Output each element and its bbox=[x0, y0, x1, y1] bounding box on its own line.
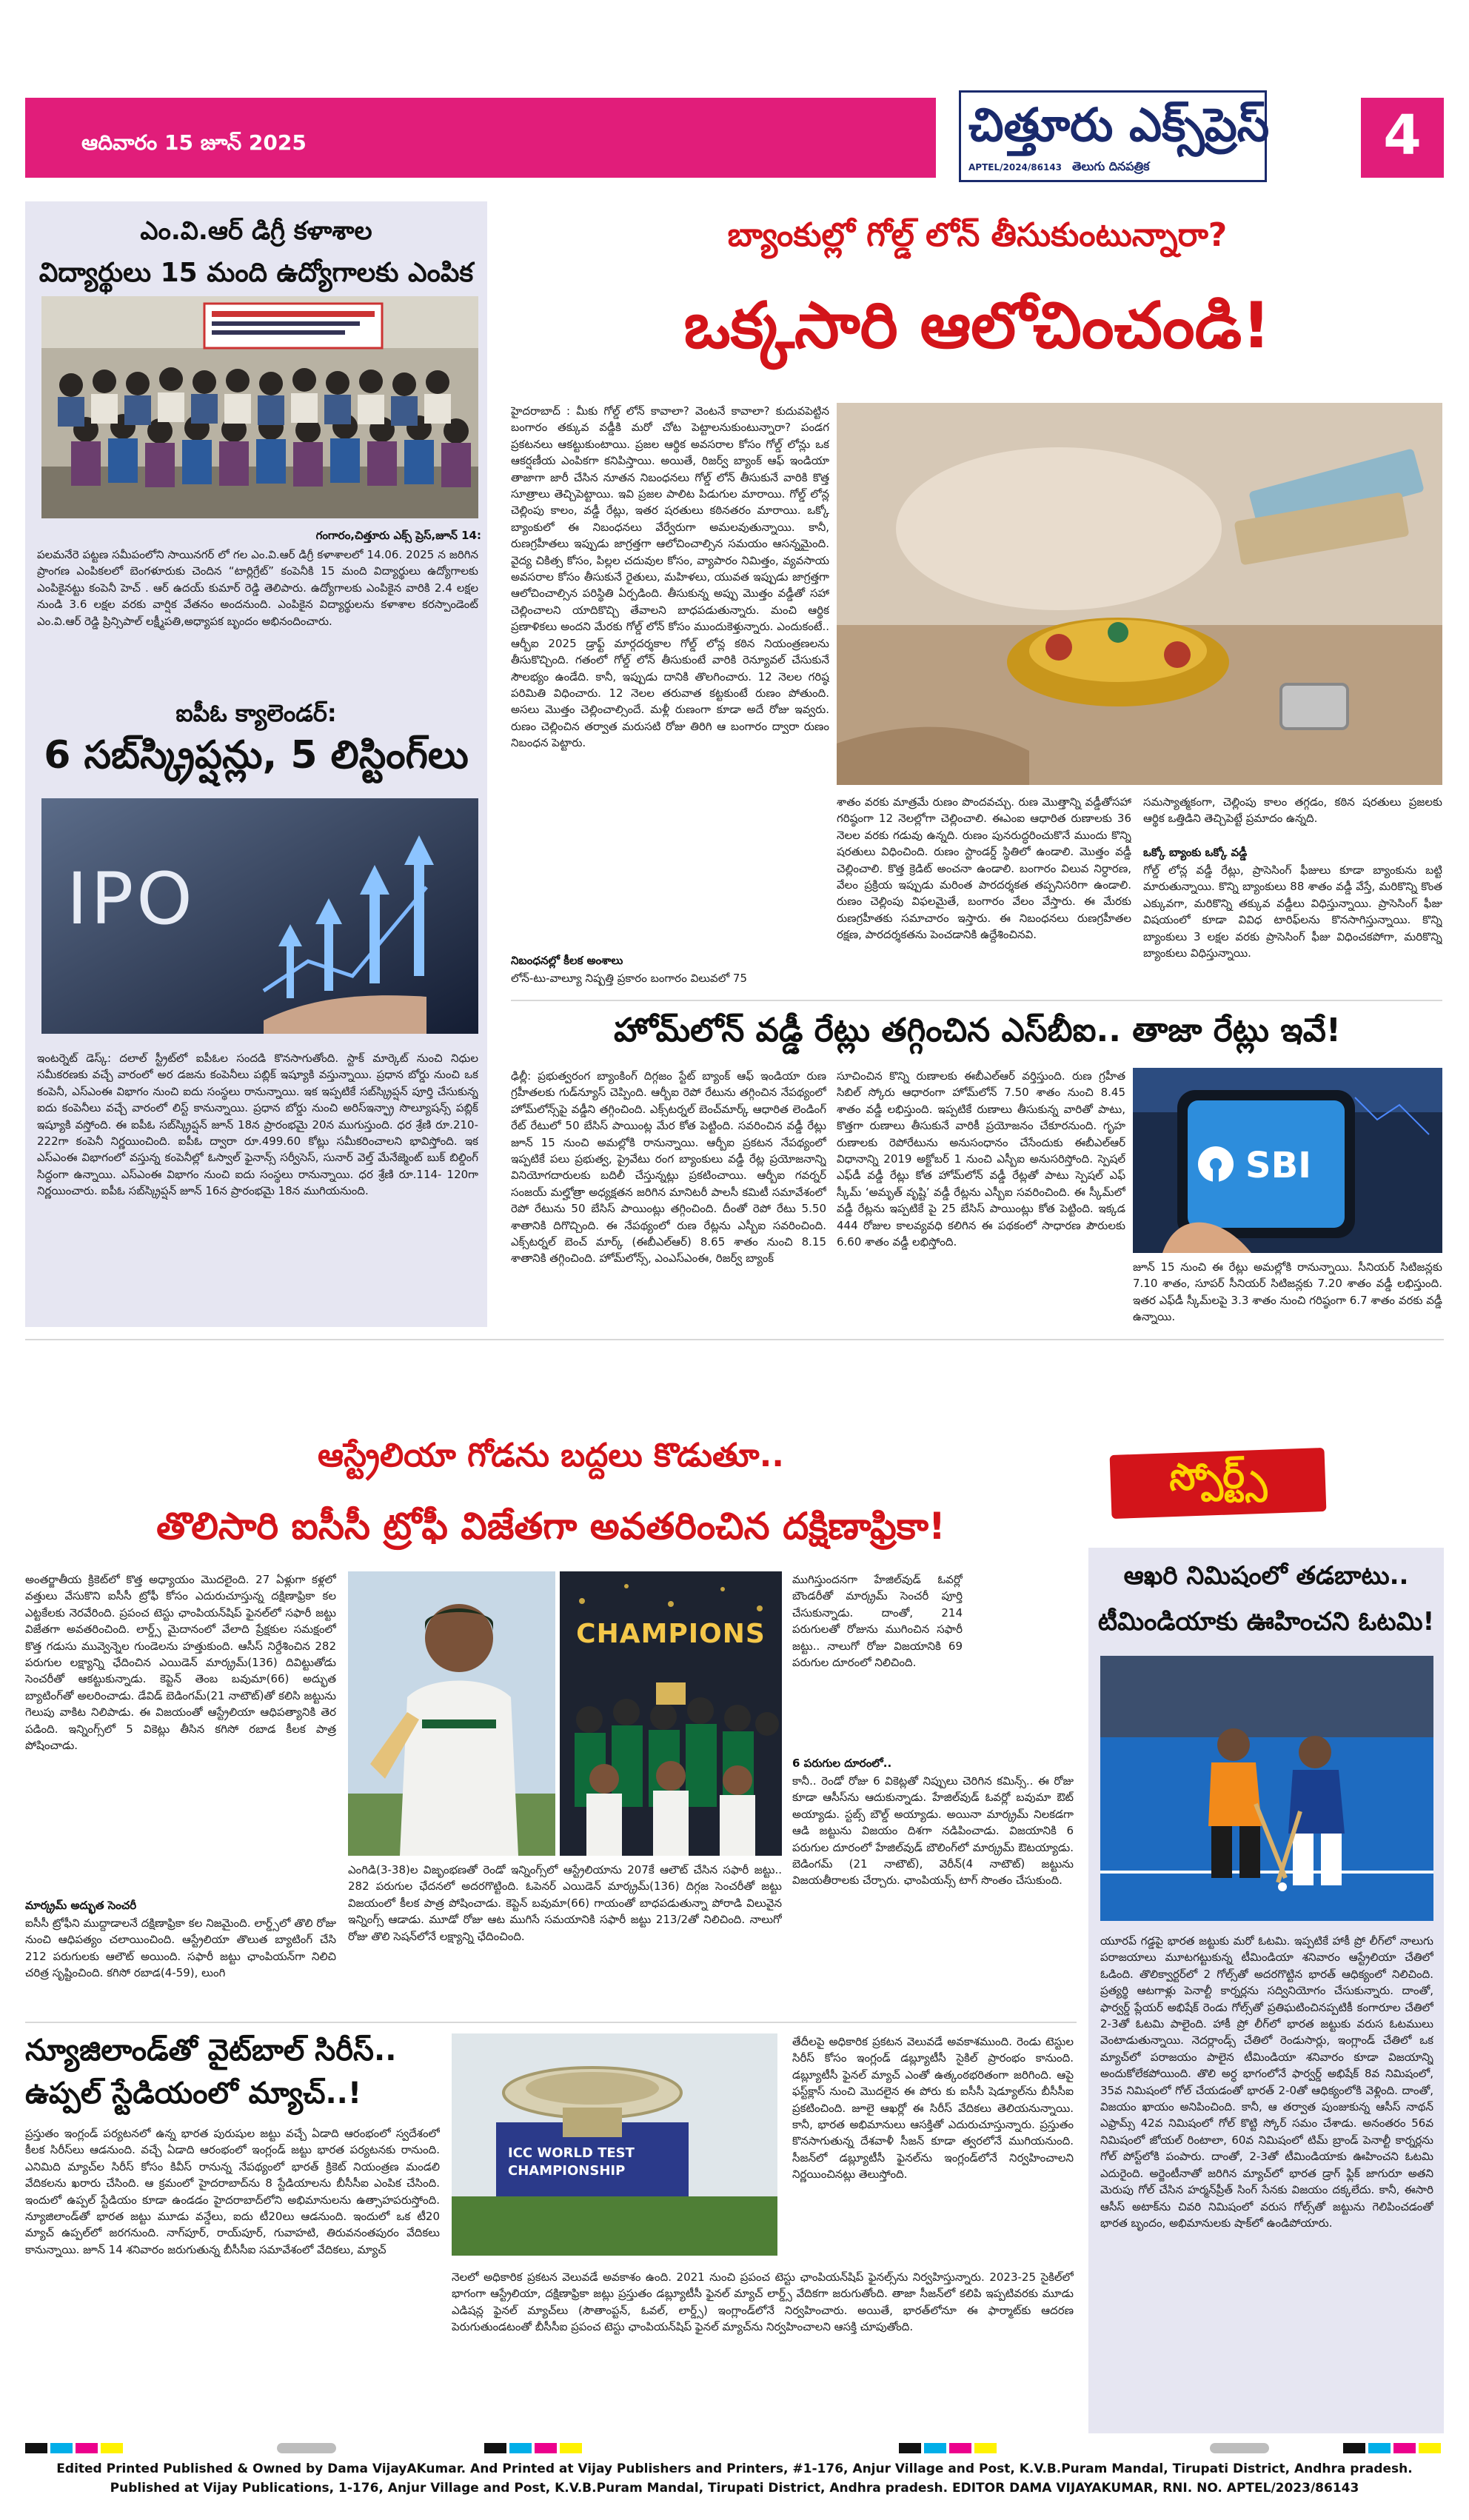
mvr-dateline: గంగారం,చిత్తూరు ఎక్స్ ప్రెస్,జూన్ 14: bbox=[315, 529, 481, 542]
ipo-kicker: ఐపీఓ క్యాలెండర్: bbox=[175, 699, 337, 727]
page-number: 4 bbox=[1383, 104, 1422, 167]
sbi-body-col3: జూన్ 15 నుంచి ఈ రేట్లు అమల్లోకి రానున్నాయి. సీనియర్ సిటిజన్లకు 7.10 శాతం, సూపర్ సీనియర్ సిటిజన్లకు 7.20 శాతం వడ్డీ లభిస్తుంది. ఇతర ఎఫ్‌డీ స్కీమ్‌లపై 3.3 శాతం నుంచి గరిష్ఠంగా 6.7 శాతం వరకు వడ్డీ ఉన్నాయి. bbox=[1133, 1260, 1442, 1324]
cricket-image-text: CHAMPIONS bbox=[576, 1619, 766, 1649]
cricket-body-col3b: కానీ.. రెండో రోజు 6 వికెట్లతో నిప్పులు చెరిగిన కమిన్స్.. ఈ రోజు కూడా ఆసీస్‌ను ఆదుకున్నాడు. హేజిల్‌వుడ్ ఓవర్లో బవుమా ఔట్ అయ్యాడు. స్టబ్స్ బౌల్డ్ అయ్యాడు. అయినా మార్క్రమ్ నిలకడగా ఆడి జట్టును విజయం దిశగా నడిపించాడు. విజయానికి 6 పరుగుల దూరంలో హేజిల్‌వుడ్ బౌలింగ్‌లో మార్క్రమ్ ఔటయ్యాడు. బెడింగమ్ (21 నాటౌట్), వెరీన్(4 నాటౌట్) జట్టును విజయతీరాలకు చేర్చారు. ఛాంపియన్స్ టాగ్ సొంతం చేసుకుంది. bbox=[792, 1774, 1074, 1888]
gold-kicker: బ్యాంకుల్లో గోల్డ్ లోన్ తీసుకుంటున్నారా? bbox=[727, 216, 1228, 254]
divider bbox=[511, 1000, 1442, 1001]
nz-headline-1: న్యూజిలాండ్‌తో వైట్‌బాల్ సిరీస్.. bbox=[25, 2033, 397, 2068]
masthead-title: చిత్తూరు ఎక్స్‌ప్రెస్ bbox=[968, 98, 1270, 152]
divider bbox=[25, 1339, 1444, 1340]
nz-body-col2b: నెలలో అధికారిక ప్రకటన వెలువడే అవకాశం ఉంది. 2021 నుంచి ప్రపంచ టెస్టు ఛాంపియన్‌షిప్ ఫైనల్స్‌ను నిర్వహిస్తున్నారు. 2023-25 సైకిల్‌లో భాగంగా ఆస్ట్రేలియా, దక్షిణాఫ్రికా జట్లు ప్రస్తుతం డబ్ల్యూటీసీ ఫైనల్ మ్యాచ్ లార్డ్స్ వేదికగా జరుగుతోంది. తాజా సీజన్‌లో కలిపి ఇప్పటివరకు మూడు ఎడిషన్ల ఫైనల్ మ్యాచ్‌లు (సౌతాంప్టన్, ఓవల్, లార్డ్స్) ఇంగ్లాండ్‌లోనే నిర్వహించారు. అయితే, భారత్‌లోనూ ఈ ఫార్మాట్‌కు ఆదరణ పెరుగుతుండటంతో బీసీసీఐ ప్రపంచ టెస్టు ఛాంపియన్‌షిప్ ఫైనల్ మ్యాచ్‌ను నిర్వహించాలని ఆసక్తి చూపుతోంది. bbox=[452, 2270, 1074, 2334]
gold-body-col1: హైదరాబాద్ : మీకు గోల్డ్ లోన్ కావాలా? వెంటనే కావాలా? కుదువపెట్టిన బంగారం తక్కువ వడ్డీకి మరో చోట పెట్టాలనుకుంటున్నారా? పండగ ప్రకటనలు ఆకట్టుకుంటాయి. ప్రజల ఆర్థిక అవసరాల కోసం గోల్డ్ లోన్లు ఒక ఆకర్షణీయ ఎంపికగా కనిపిస్తాయి. అయితే, రిజర్వ్ బ్యాంక్ ఆఫ్ ఇండియా తాజాగా జారీ చేసిన నూతన నిబంధనలు గోల్డ్ లోన్ తీసుకునే వారికి కొత్త సూత్రాలు తెచ్చిపెట్టాయి. ఇవి ప్రజల పాలిట పిడుగుల మారాయి. గోల్డ్ లోన్ల చెల్లింపు కాలం, వడ్డీ రేట్లు, ఇతర షరతులు కఠినతరం మారాయి. ఒక్కో బ్యాంకులో ఈ నిబంధనలు వేర్వేరుగా అమలవుతున్నాయి. కానీ, రుణగ్రహీతలు ఇప్పుడు జాగ్రత్తగా ఆలోచించాల్సిన సమయం ఆసన్నమైంది. వైద్య చికిత్స కోసం, పిల్లల చదువుల కోసం, వ్యాపారం నిమిత్తం, వ్యవసాయ అవసరాల కోసం తీసుకునే రైతులు, మహిళలు, యువత ఇప్పుడు జాగ్రత్తగా ఆలోచించాల్సిన పరిస్థితి ఏర్పడింది. తీసుకున్న అప్పు మొత్తం వడ్డీతో సహా చెల్లించాలని యాదికొచ్చి తేవాలని బాధపడుతున్నారు. మంచి ఆర్థిక ప్రణాళికలు అందని మేరకు గోల్డ్ లోన్ కోసం ముందుకెళ్తున్నారు. ఎందుకంటే.. ఆర్బీఐ 2025 డ్రాఫ్ట్ మార్గదర్శకాల గోల్డ్ లోన్ల కఠిన నియంత్రణలను తీసుకొచ్చింది. గతంలో గోల్డ్ లోన్ తీసుకుంటే వారికి రెన్యూవల్ చేసుకునే సౌలభ్యం ఉండేది. కానీ, ఇప్పుడు దానికి తొలగించారు. 12 నెలల గరిష్ఠ పరిమితి విధించారు. 12 నెలల తరువాత కట్టకుంటే రుణం పోతుంది. అసలు మొత్తం చెల్లించాల్సిందే. మళ్లీ రుణంగా కూడా అదే రోజు ఇవ్వరు. రుణం చెల్లించిన తర్వాత మరుసటి రోజు తిరిగి ఆ బంగారం ద్వారా రుణం నిబంధన పెట్టారు. bbox=[511, 404, 829, 750]
hockey-headline: టీమిండియాకు ఊహించని ఓటమి! bbox=[1097, 1607, 1435, 1637]
sbi-body-col2: సూచించిన కొన్ని రుణాలకు ఈబీఎల్ఆర్ వర్తిస్తుంది. రుణ గ్రహీత సిబిల్ స్కోరు ఆధారంగా హోమ్‌లోన్ 7.50 శాతం నుంచి 8.45 శాతం వడ్డీ లభిస్తుంది. ఇప్పటికే రుణాలు తీసుకున్న వారితో పాటు, కొత్తగా రుణాలు తీసుకునే వారికీ ప్రయోజనం చేకూరనుంది. గృహ రుణాలకు రెపోరేటును అనుసంధానం చేసేందుకు ఈబీఎల్ఆర్ విధానాన్ని 2019 అక్టోబర్ 1 నుంచి ఎస్బీఐ అనుసరిస్తోంది. స్పెషల్ ఎఫ్‌డీ వడ్డీ రేట్లు కోత హోమ్‌లోన్ వడ్డీ రేట్లతో పాటు స్పెషల్ ఎఫ్ స్కీమ్ ‘అమృత్ వృష్టి’ వడ్డీ రేట్లను ఎస్బీఐ సవరించింది. ఈ స్కీమ్‌లో వడ్డీ రేట్లను ఇప్పటికే పై 25 బేసిస్ పాయింట్లు కోత పెట్టింది. ఇక్కడ 444 రోజుల కాలవ్యవధి కలిగిన ఈ పథకంలో సాధారణ పౌరులకు 6.60 శాతం వడ్డీ లభిస్తోంది. bbox=[837, 1069, 1125, 1249]
ipo-image bbox=[41, 798, 478, 1034]
header-date: ఆదివారం 15 జూన్ 2025 bbox=[81, 130, 307, 155]
gold-headline: ఒక్కసారి ఆలోచించండి! bbox=[683, 289, 1271, 363]
sbi-image-text: SBI bbox=[1245, 1145, 1312, 1186]
nz-body-col2: తేదీలపై అధికారిక ప్రకటన వెలువడే అవకాశముంది. రెండు టెస్టుల సిరీస్ కోసం ఇంగ్లండ్ డబ్ల్యూటీసీ సైకిల్ ప్రారంభం కానుంది. డబ్ల్యూటీసీ ఫైనల్ మ్యాచ్ ఎంతో ఉత్కంఠభరితంగా జరిగింది. ఆపై ఫస్ట్‌క్లాస్ నుంచి మొదలైన ఈ పోరు కు ఐసీసీ షెడ్యూల్‌ను బీసీసీఐ ప్రకటించింది. జూలై ఆఖర్లో ఈ సిరీస్ వేదికలు తెలియనున్నాయి. కానీ, భారత అభిమానులు ఆసక్తితో ఎదురుచూస్తున్నారు. ప్రస్తుతం కొనసాగుతున్న దేశవాళీ సీజన్ కూడా త్వరలోనే ముగియనుంది. సీజన్‌లో డబ్ల్యూటీసీ ఫైనల్‌ను ఇంగ్లండ్‌లోనే నిర్వహించాలని నిర్ణయించినట్లు తెలుస్తోంది. bbox=[792, 2035, 1074, 2182]
sports-label: స్పోర్ట్స్ bbox=[1168, 1452, 1268, 1500]
hockey-photo bbox=[1100, 1656, 1433, 1921]
cricket-player-photo bbox=[348, 1571, 555, 1856]
mvr-body: పలమనేరె పట్టణ సమీపంలోని సాయినగర్ లో గల ఎం.వి.ఆర్ డిగ్రీ కళాశాలలో 14.06. 2025 న జరిగిన ప్రాంగణ ఎంపికలలో బెంగళూరుకు చెందిన “టార్లిగ్రేట్” కంపెనీకి 15 మంది విద్యార్థులు ఉద్యోగాలకు ఎంపికైనట్టు కంపెనీ హెచ్ . ఆర్ ఉదయ్ కుమార్ రెడ్డి తెలిపారు. ఉద్యోగాలకు ఎంపికైన వారికి 2.4 లక్షల నుండి 3.6 లక్షల వరకు వార్షిక వేతనం అందనుంది. ఎంపికైన విద్యార్థులను కళాశాల కరస్పాండెంట్ ఎం.వి.ఆర్ రెడ్డి ప్రిన్సిపాల్ లక్ష్మీపతి,అధ్యాపక బృందం అభినందించారు. bbox=[37, 548, 478, 628]
hockey-body: యూరప్ గడ్డపై భారత జట్టుకు మరో ఓటమి. ఇప్పటికే హాకీ ప్రో లీగ్‌లో నాలుగు పరాజయాలు మూటగట్టుకున్న టీమిండియా శనివారం ఆస్ట్రేలియా చేతిలో ఓడింది. తొలిక్వార్టర్‌లో 2 గోల్స్‌తో అదరగొట్టిన భారత్ ఆధిక్యంలో నిలిచింది. ప్రత్యర్థి ఆటగాళ్లు పెనాల్టీ కార్నర్లను సద్వినియోగం చేసుకున్నారు. దాంతో, ఫార్వర్డ్ ప్లేయర్ అభిషేక్ రెండు గోల్స్‌తో ప్రతిఘటించినప్పటికీ కంగారూల చేతిలో 2-3తో ఓటమి పాలైంది. హాకీ ప్రో లీగ్‌లో భారత జట్టుకు వరుస ఓటములు వెంటాడుతున్నాయి. నెదర్లాండ్స్ చేతిలో రెండుసార్లు, ఇంగ్లాండ్ చేతిలో ఒక మ్యాచ్‌లో పరాజయం పాలైన టీమిండియా శనివారం కూడా విజయాన్ని అందుకోలేకపోయింది. తొలి అర్ధ భాగంలోనే ఫార్వర్డ్ అభిషేక్ 8వ నిమిషంలో, 35వ నిమిషంలో గోల్ చేయడంతో భారత్ 2-0తో ఆధిక్యంలోకి వెళ్లింది. దాంతో, విజయం ఖాయం అనిపించింది. కానీ, ఆ తర్వాత పుంజుకున్న ఆసీస్ నాథన్ ఎఫ్రామ్స్ 42వ నిమిషంలో గోల్ కొట్టి స్కోర్ సమం చేశాడు. అనంతరం 56వ నిమిషంలో జోయల్ రింటాలా, 60వ నిమిషంలో టిమ్ బ్రాండ్ పెనాల్టీ కార్నర్లను గోల్ పోస్ట్‌లోకి పంపారు. దాంతో, 2-3తో టీమిండియాకు ఊహించని ఓటమి ఎదురైంది. అర్జెంటీనాతో జరిగిన మ్యాచ్‌లో భారత డ్రాగ్ ఫ్లిక్ జాగురూ అతని మెరుపు గోల్ చేసిన హర్మన్‌ప్రీత్ సింగ్ సేనకు విజయం దక్కలేదు. కానీ, ఈసారి ఆసీస్ అటాక్‌ను చివరి నిమిషంలో వరుస గోల్స్‌తో జట్టును గెలిపించడంతో భారత బృందం, అభిమానులకు షాక్‌లో ఉండిపోయారు. bbox=[1100, 1934, 1433, 2230]
footer-imprint-1: Edited Printed Published & Owned by Dama VijayAKumar. And Printed at Vijay Publishers and Printers, #1-176, Anjur Village and Post, K.V.B.Puram Mandal, Tirupati District, Andhra pradesh. bbox=[56, 2461, 1413, 2476]
cricket-team-photo bbox=[560, 1571, 782, 1856]
cricket-body-col3a: ముగిస్తుందనగా హేజిల్‌వుడ్ ఓవర్లో బౌండరీతో మార్క్రమ్ సెంచరీ పూర్తి చేసుకున్నాడు. దాంతో, 214 పరుగులతో రోజును ముగించిన సఫారీ జట్టు.. నాలుగో రోజు విజయానికి 69 పరుగుల దూరంలో నిలిచింది. bbox=[792, 1573, 963, 1670]
gold-sub1: నిబంధనల్లో కీలక అంశాలు bbox=[511, 954, 623, 967]
mvr-headline: విద్యార్థులు 15 మంది ఉద్యోగాలకు ఎంపిక bbox=[39, 258, 474, 288]
registration-strip bbox=[25, 2441, 1444, 2456]
sbi-body-col1: ఢిల్లీ: ప్రభుత్వరంగ బ్యాంకింగ్ దిగ్గజం స్టేట్ బ్యాంక్ ఆఫ్ ఇండియా రుణ గ్రహీతలకు గుడ్‌న్యూస్ చెప్పింది. ఆర్బీఐ రెపో రేటును తగ్గించిన నేపథ్యంలో హోమ్‌లోన్స్‌పై వడ్డీని తగ్గించింది. ఎక్స్‌టర్నల్ బెంచ్‌మార్క్ ఆధారిత లెండింగ్ రేట్ రేటులో 50 బేసిస్ పాయింట్ల మేర కోత పెట్టింది. సవరించిన వడ్డీ రేట్లు జూన్ 15 నుంచి అమల్లోకి రానున్నాయి. ఆర్బీఐ ప్రకటన నేపథ్యంలో ఇప్పటికే పలు ప్రభుత్వ, ప్రైవేటు రంగ బ్యాంకులు వడ్డీ రేట్ల ప్రయోజనాన్ని వినియోగదారులకు బదిలీ చేస్తున్నట్లు ప్రకటించాయి. ఆర్బీఐ గవర్నర్ సంజయ్ మల్హోత్రా అధ్యక్షతన జరిగిన మానిటరీ పాలసీ కమిటీ సమావేశంలో రెపో రేటును 50 బేసిస్ పాయింట్లు తగ్గించింది. దీంతో రెపో రేటు 5.50 శాతానికి దిగొచ్చింది. ఈ నేపథ్యంలో రుణ రేట్లను ఎస్బీఐ సవరించింది. ఎక్స్‌టర్నల్ బెంచ్ మార్క్ (ఈబీఎల్ఆర్) 8.65 శాతం నుంచి 8.15 శాతానికి తగ్గించింది. హోమ్‌లోన్స్, ఎంఎస్ఎంఈ, రిజర్వ్ బ్యాంక్ bbox=[511, 1069, 826, 1266]
gold-sub2: ఒక్కో బ్యాంకు ఒక్కో వడ్డీ bbox=[1143, 846, 1248, 859]
masthead-tagline: తెలుగు దినపత్రిక bbox=[1072, 159, 1150, 173]
gold-photo bbox=[837, 403, 1442, 785]
ipo-body: ఇంటర్నెట్ డెస్క్: దలాల్ స్ట్రీట్‌లో ఐపీఓల సందడి కొనసాగుతోంది. స్టాక్ మార్కెట్ నుంచి నిధుల సమీకరణకు వచ్చే వారంలో అర డజను కంపెనీలు పబ్లిక్ ఇష్యూకి వస్తున్నాయి. ప్రధాన బోర్డు నుంచి ఒక కంపెనీ, ఎస్ఎంఈ విభాగం నుంచి ఐదు సంస్థలు రానున్నాయి. ఇక ఇప్పటికే సబ్‌స్క్రిప్షన్ పూర్తి చేసుకున్న ఐదు కంపెనీలు వచ్చే వారంలో లిస్ట్ కానున్నాయి. ప్రధాన బోర్డు నుంచి అరిస్ఇన్ఫ్రా సొల్యూషన్స్ పబ్లిక్ ఇష్యూకి వస్తోంది. ఈ ఐపీఓ సబ్‌స్క్రిప్షన్ జూన్ 18న ప్రారంభమై 20న ముగుస్తుంది. ధర శ్రేణి రూ.210-222గా కంపెనీ నిర్ణయించింది. ఐపీఓ ద్వారా రూ.499.60 కోట్లు సమీకరించాలని భావిస్తోంది. ఇక ఎస్ఎంఈ విభాగంలో వస్తున్న కంపెనీల్లో ఓస్వాల్ ఫైనాన్స్ సర్వీసెస్, సునార్ వెల్త్ మేనేజ్మెంట్ బుక్ బిల్డింగ్ సిద్ధంగా ఉన్నాయి. ఎస్ఎంఈ విభాగం నుంచి ఐదు సంస్థలు రానున్నాయి. ధర శ్రేణి రూ.114- 120గా నిర్ణయించారు. ఐపీఓ సబ్‌స్క్రిప్షన్ జూన్ 16న ప్రారంభమై 18న ముగియనుంది. bbox=[37, 1052, 478, 1198]
masthead bbox=[959, 90, 1270, 182]
sbi-photo bbox=[1133, 1068, 1442, 1253]
nz-body-col1: ప్రస్తుతం ఇంగ్లండ్ పర్యటనలో ఉన్న భారత పురుషుల జట్టు వచ్చే ఏడాది ఆరంభంలో స్వదేశంలో కీలక సిరీస్‌లు ఆడనుంది. వచ్చే ఏడాది ఆరంభంలో ఇంగ్లండ్ జట్టు భారత పర్యటనకు రానుంది. ఎనిమిది మ్యాచ్‌ల సిరీస్ కోసం కివీస్ రానున్న నేపథ్యంలో భారత్ క్రికెట్ నియంత్రణ మండలి వేదికలను ఖరారు చేసింది. ఆ క్రమంలో హైదరాబాద్‌ను 8 స్టేడియాలను బీసీసీఐ ఎంపిక చేసింది. ఇందులో ఉప్పల్ స్టేడియం కూడా ఉండడం హైదరాబాద్‌లోని అభిమానులను ఉత్సాహపరుస్తోంది. న్యూజిలాండ్‌తో భారత జట్టు మూడు వన్డేలు, ఐదు టీ20లు ఆడనుంది. ఇందులో ఒక టీ20 మ్యాచ్ ఉప్పల్‌లో జరగనుంది. నాగ్‌పూర్, రాయ్‌పూర్, గువాహటి, తిరువనంతపురం వేదికలు కానున్నాయి. జూన్ 14 శనివారం జరుగుతున్న బీసీసీఐ సమావేశంలో వేదికలు, మ్యాచ్ bbox=[25, 2127, 440, 2256]
mvr-kicker: ఎం.వి.ఆర్ డిగ్రీ కళాశాల bbox=[140, 216, 372, 246]
masthead-regno: APTEL/2024/86143 bbox=[968, 162, 1063, 173]
cricket-sub2: 6 పరుగుల దూరంలో.. bbox=[792, 1757, 892, 1770]
cricket-body-col1: అంతర్జాతీయ క్రికెట్‌లో కొత్త అధ్యాయం మొదలైంది. 27 ఏళ్లుగా కళ్లలో వత్తులు వేసుకొని ఐసీసీ ట్రోఫీ కోసం ఎదురుచూస్తున్న దక్షిణాఫ్రికా కల ఎట్టకేలకు నెరవేరింది. ప్రపంచ టెస్టు ఛాంపియన్‌షిప్ ఫైనల్‌లో సఫారీ జట్టు విజేతగా అవతరించింది. లార్డ్స్ మైదానంలో వేలాది ప్రేక్షకుల సమక్షంలో కొత్త గడుసు మువ్వెన్నెల గుండెలను హత్తుకుంది. ఆసీస్ నిర్దేశించిన 282 పరుగుల లక్ష్యాన్ని ఛేదించిన ఎయిడెన్ మార్క్రమ్(136) దివిట్టుతోడు సెంచరీతో ఆకట్టుకున్నాడు. కెప్టెన్ తెంబ బవుమా(66) అద్భుత బ్యాటింగ్‌తో అలరించాడు. డేవిడ్ బెడింగమ్(21 నాటౌట్)తో కలిసి జట్టును గెలుపు వాకిట నిలిపాడు. ఈ విజయంతో ఆస్ట్రేలియా ఆధిపత్యానికి తెర పడింది. ఇన్నింగ్స్‌లో 5 వికెట్లు తీసిన కగిసో రబాడ కీలక పాత్ర పోషించాడు. bbox=[25, 1573, 336, 1753]
ipo-image-text: IPO bbox=[67, 858, 195, 940]
cricket-body-col1b: ఐసీసీ ట్రోఫీని ముద్దాడాలనే దక్షిణాఫ్రికా కల నిజమైంది. లార్డ్స్‌లో తొలి రోజు నుంచి ఆధిపత్యం చలాయించింది. ఆస్ట్రేలియా తొలుత బ్యాటింగ్ చేసి 212 పరుగులకు ఆలౌట్ అయింది. సఫారీ జట్టు ఛాంపియన్‌గా నిలిచి చరిత్ర సృష్టించింది. కగిసో రబాడ(4-59), లుంగి bbox=[25, 1916, 336, 1980]
divider bbox=[25, 2022, 1077, 2023]
cricket-kicker: ఆస్ట్రేలియా గోడను బద్దలు కొడుతూ.. bbox=[318, 1437, 784, 1474]
gold-body-col3b: గోల్డ్ లోన్ల వడ్డీ రేట్లు, ప్రాసెసింగ్ ఫీజులు కూడా బ్యాంకును బట్టి మారుతున్నాయి. కొన్ని బ్యాంకులు 88 శాతం వడ్డీ వేస్తే, మరికొన్ని కొంత ఎక్కువగా, మరికొన్ని తక్కువ వడ్డీలు విధిస్తున్నాయి. ప్రాసెసింగ్ ఫీజు విషయంలో కూడా వివిధ టారిఫ్‌లను కొనసాగిస్తున్నాయి. కొన్ని బ్యాంకులు 3 లక్షల వరకు ప్రాసెసింగ్ ఫీజు విధించకపోగా, మరికొన్ని బ్యాంకులు విధిస్తున్నాయి. bbox=[1143, 863, 1442, 960]
hockey-kicker: ఆఖరి నిమిషంలో తడబాటు.. bbox=[1123, 1561, 1409, 1591]
sbi-headline: హోమ్‌లోన్ వడ్డీ రేట్లు తగ్గించిన ఎస్‌బీఐ.. తాజా రేట్లు ఇవే! bbox=[614, 1012, 1341, 1049]
nz-headline-2: ఉప్పల్ స్టేడియంలో మ్యాచ్..! bbox=[25, 2076, 362, 2110]
cricket-sub1: మార్క్రమ్ అద్భుత సెంచరీ bbox=[25, 1899, 137, 1912]
footer-imprint-2: Published at Vijay Publications, 1-176, Anjur Village and Post, K.V.B.Puram Mandal, Tirupati District, Andhra pradesh. EDITOR DAMA VIJAYAKUMAR, RNI. NO. APTEL/2023/86143 bbox=[110, 2481, 1359, 2496]
nz-image-text: ICC WORLD TEST CHAMPIONSHIP bbox=[508, 2145, 635, 2179]
gold-body-col1b: లోన్-టు-వాల్యూ నిష్పత్తి ప్రకారం బంగారం విలువలో 75 bbox=[511, 972, 748, 985]
gold-body-col2: శాతం వరకు మాత్రమే రుణం పొందవచ్చు. రుణ మొత్తాన్ని వడ్డీతోసహా గరిష్ఠంగా 12 నెలల్లోగా చెల్లించాలి. ఈఎంఐ ఆధారిత రుణాలకు 36 నెలల వరకు గడువు ఉన్నది. రుణం పునరుద్ధరించుకొనే ముందు కొన్ని షరతులు విధించింది. రుణం స్టాండర్డ్ స్థితిలో ఉండాలి. మొత్తం వడ్డీ చెల్లించాలి. కొత్త క్రెడిట్ అంచనా ఉండాలి. బంగారం విలువ నిర్ధారణ, వేలం ప్రక్రియ ఇప్పుడు మరింత పారదర్శకత తప్పనిసరిగా ఉండాలి. రుణం చెల్లింపు విఫలమైతే, బంగారం వేలం వేస్తారు. ఈ మేరకు రుణగ్రహీతకు సమాచారం ఇస్తారు. ఈ నిబంధనలు రుణగ్రహీతల రక్షణ, పారదర్శకతను పెంచడానికి ఉద్దేశించినవి. bbox=[837, 795, 1131, 942]
ipo-headline: 6 సబ్‌స్క్రిప్షన్లు, 5 లిస్టింగ్‌లు bbox=[44, 733, 469, 778]
mvr-group-photo bbox=[41, 296, 478, 518]
gold-body-col3a: సమస్యాత్మకంగా, చెల్లింపు కాలం తగ్గడం, కఠిన షరతులు ప్రజలకు ఆర్థిక ఒత్తిడిని తెచ్చిపెట్టే ప్రమాదం ఉన్నది. bbox=[1143, 795, 1442, 826]
nz-trophy-photo bbox=[452, 2033, 777, 2256]
cricket-body-col2: ఎంగిడి(3-38)ల విజృంభణతో రెండో ఇన్నింగ్స్‌లో ఆస్ట్రేలియాను 207కే ఆలౌట్ చేసిన సఫారీ జట్టు.. 282 పరుగుల ఛేదనలో అదరగొట్టింది. ఓపెనర్ ఎయిడెన్ మార్క్రమ్(136) దిగ్గజ సెంచరీతో జట్టు విజయంలో కీలక పాత్ర పోషించాడు. కెప్టెన్ బవుమా(66) గాయంతో బాధపడుతున్నా పోరాడి విలువైన ఇన్నింగ్స్ ఆడాడు. మూడో రోజు ఆట ముగిసే సమయానికి సఫారీ జట్టు 213/2తో నిలిచింది. నాలుగో రోజు తొలి సెషన్‌లోనే లక్ష్యాన్ని ఛేదించింది. bbox=[348, 1863, 782, 1943]
cricket-headline: తొలిసారి ఐసీసీ ట్రోఫీ విజేతగా అవతరించిన దక్షిణాఫ్రికా! bbox=[156, 1505, 946, 1548]
